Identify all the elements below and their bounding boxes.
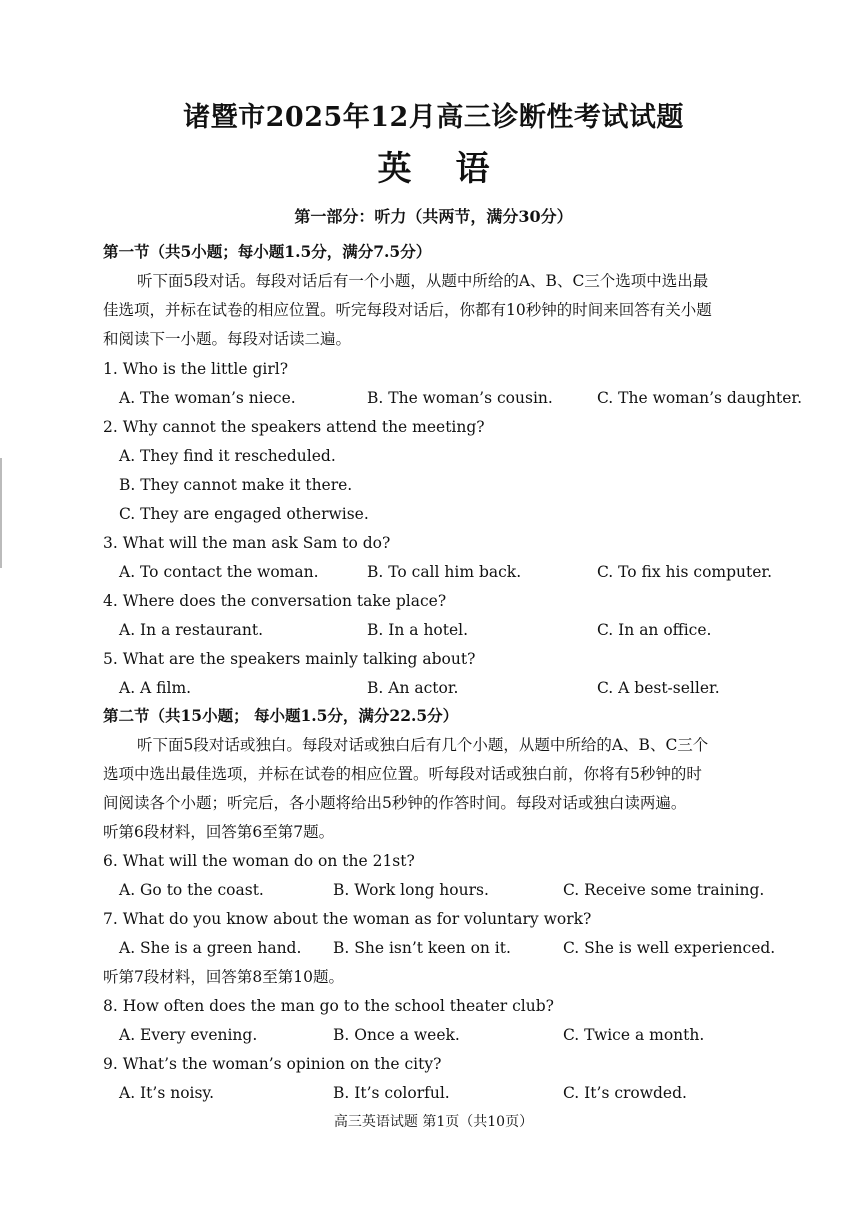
- page-footer: 高三英语试题 第1页（共10页）: [333, 1114, 534, 1130]
- question-stem: 1. Who is the little girl?: [103, 360, 289, 378]
- question-stem: 8. How often does the man go to the school theater club?: [103, 997, 554, 1015]
- question-stem: 3. What will the man ask Sam to do?: [103, 534, 391, 552]
- option-b: B. An actor.: [367, 679, 459, 697]
- option-a: A. To contact the woman.: [119, 563, 319, 581]
- option-c: C. Twice a month.: [563, 1026, 705, 1044]
- question-stem: 4. Where does the conversation take place?: [103, 592, 447, 610]
- option-a: A. In a restaurant.: [119, 621, 264, 639]
- option-c: C. Receive some training.: [563, 881, 765, 899]
- option-c: C. To fix his computer.: [597, 563, 773, 581]
- option-c: C. The woman’s daughter.: [597, 389, 802, 407]
- section2-heading: 第二节（共15小题； 每小题1.5分，满分22.5分）: [103, 706, 459, 725]
- option-a: A. They find it rescheduled.: [119, 447, 336, 465]
- option-b: B. In a hotel.: [367, 621, 469, 639]
- material-note: 听第6段材料，回答第6至第7题。: [103, 823, 335, 841]
- section1-instruction-line: 佳选项，并标在试卷的相应位置。听完每段对话后，你都有10秒钟的时间来回答有关小题: [103, 301, 712, 319]
- option-a: A. Every evening.: [119, 1026, 258, 1044]
- option-a: A. A film.: [119, 679, 192, 697]
- option-a: A. She is a green hand.: [119, 939, 302, 957]
- section1-heading: 第一节（共5小题；每小题1.5分，满分7.5分）: [103, 242, 432, 261]
- option-b: B. To call him back.: [367, 563, 522, 581]
- material-note: 听第7段材料，回答第8至第10题。: [103, 968, 344, 986]
- option-b: B. The woman’s cousin.: [367, 389, 553, 407]
- option-a: A. It’s noisy.: [119, 1084, 215, 1102]
- option-b: B. She isn’t keen on it.: [333, 939, 511, 957]
- section2-instruction-line: 听下面5段对话或独白。每段对话或独白后有几个小题，从题中所给的A、B、C三个: [137, 736, 709, 754]
- option-c: C. She is well experienced.: [563, 939, 776, 957]
- question-stem: 5. What are the speakers mainly talking about?: [103, 650, 476, 668]
- question-stem: 2. Why cannot the speakers attend the meeting?: [103, 418, 485, 436]
- scan-edge-mark: [0, 458, 2, 568]
- exam-title: 诸暨市2025年12月高三诊断性考试试题: [183, 102, 684, 133]
- question-stem: 7. What do you know about the woman as for voluntary work?: [103, 910, 592, 928]
- section2-instruction-line: 选项中选出最佳选项，并标在试卷的相应位置。听每段对话或独白前，你将有5秒钟的时: [103, 765, 702, 783]
- option-c: C. It’s crowded.: [563, 1084, 687, 1102]
- section1-instruction-line: 和阅读下一小题。每段对话读二遍。: [103, 330, 352, 348]
- option-b: B. Once a week.: [333, 1026, 460, 1044]
- option-b: B. It’s colorful.: [333, 1084, 450, 1102]
- option-b: B. They cannot make it there.: [119, 476, 353, 494]
- question-stem: 9. What’s the woman’s opinion on the city?: [103, 1055, 442, 1073]
- section1-instruction-line: 听下面5段对话。每段对话后有一个小题，从题中所给的A、B、C三个选项中选出最: [137, 272, 709, 290]
- question-stem: 6. What will the woman do on the 21st?: [103, 852, 415, 870]
- option-a: A. Go to the coast.: [119, 881, 264, 899]
- subject-title: 英语: [377, 149, 534, 189]
- option-a: A. The woman’s niece.: [119, 389, 296, 407]
- option-b: B. Work long hours.: [333, 881, 489, 899]
- option-c: C. They are engaged otherwise.: [119, 505, 369, 523]
- part1-heading: 第一部分：听力（共两节，满分30分）: [294, 207, 573, 226]
- option-c: C. In an office.: [597, 621, 712, 639]
- option-c: C. A best-seller.: [597, 679, 720, 697]
- section2-instruction-line: 间阅读各个小题；听完后，各小题将给出5秒钟的作答时间。每段对话或独白读两遍。: [103, 794, 687, 812]
